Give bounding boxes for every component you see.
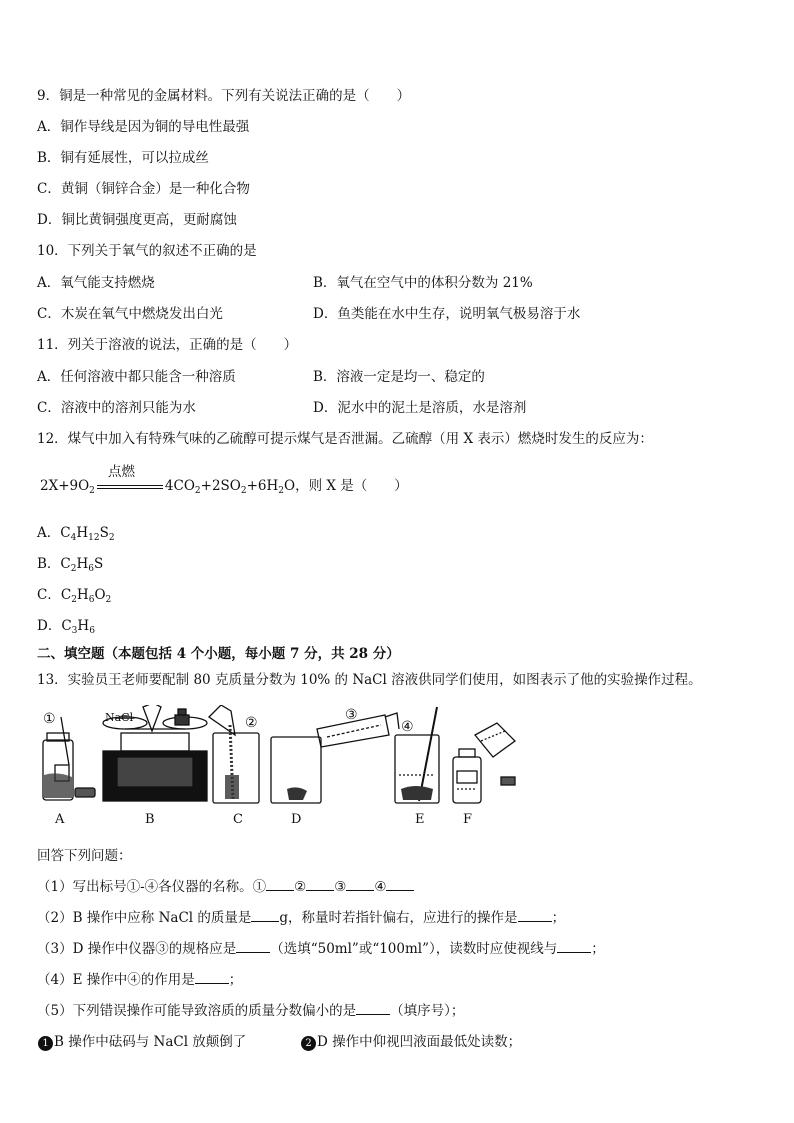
q9-option-d: D．铜比黄铜强度更高，更耐腐蚀 [37, 212, 237, 228]
figure-number-2: ② [245, 715, 258, 731]
q10-option-c: C．木炭在氧气中燃烧发出白光 [37, 306, 223, 322]
q12-stem: 12．煤气中加入有特殊气味的乙硫醇可提示煤气是否泄漏。乙硫醇（用 X 表示）燃烧时发生的反应为： [37, 431, 653, 447]
q11-option-b: B．溶液一定是均一、稳定的 [313, 369, 485, 385]
figure-label-a: A [55, 812, 65, 827]
q12-option-c: C．$C_2H_6O_2$ [37, 587, 112, 605]
answer-blank[interactable] [346, 878, 374, 891]
experiment-figure [35, 705, 525, 835]
answer-blank[interactable] [356, 1002, 390, 1015]
answer-blank[interactable] [386, 878, 414, 891]
section-heading: 二、填空题（本题包括 4 个小题，每小题 7 分，共 28 分） [37, 646, 400, 662]
bottle-f-icon [453, 723, 515, 803]
figure-label-b: B [145, 812, 155, 827]
answer-blank[interactable] [266, 878, 294, 891]
figure-number-3: ③ [345, 707, 358, 723]
eq-tail: ，则 X 是（ ） [295, 478, 408, 494]
q10-option-d: D．鱼类能在水中生存，说明氧气极易溶于水 [313, 306, 581, 322]
figure-label-c: C [233, 812, 243, 827]
figure-label-e: E [415, 812, 425, 827]
q9-option-a: A．铜作导线是因为铜的导电性最强 [37, 119, 250, 135]
q13-part1: （1）写出标号①-④各仪器的名称。① ② ③ ④ [37, 875, 414, 895]
figure-number-1: ① [43, 711, 56, 727]
q11-stem: 11．列关于溶液的说法，正确的是（ ） [37, 337, 298, 353]
q10-stem: 10．下列关于氧气的叙述不正确的是 [37, 243, 257, 259]
answer-blank[interactable] [557, 940, 591, 953]
beaker-d-icon [271, 713, 399, 803]
q11-option-c: C．溶液中的溶剂只能为水 [37, 400, 196, 416]
answer-blank[interactable] [518, 909, 552, 922]
q10-option-b: B．氧气在空气中的体积分数为 21% [313, 275, 533, 291]
q9-option-b: B．铜有延展性，可以拉成丝 [37, 150, 209, 166]
nacl-label: NaCl [105, 711, 134, 724]
answer-blank[interactable] [236, 940, 270, 953]
q11-option-d: D．泥水中的泥土是溶质，水是溶剂 [313, 400, 527, 416]
q13-part5: （5）下列错误操作可能导致溶质的质量分数偏小的是 （填序号）； [37, 1003, 465, 1019]
answer-blank[interactable] [251, 909, 279, 922]
figure-number-4: ④ [401, 719, 414, 735]
eq-condition: 点燃 [108, 464, 135, 480]
eq-arrow [97, 485, 163, 489]
q13-intro: 回答下列问题： [37, 848, 132, 864]
q13-stem: 13．实验员王老师要配制 80 克质量分数为 10% 的 NaCl 溶液供同学们使用，如图表示了他的实验操作过程。 [37, 672, 702, 688]
figure-label-d: D [291, 812, 302, 827]
reagent-bottle-icon [43, 717, 95, 800]
q13-part2: （2）B 操作中应称 NaCl 的质量是 g，称量时若指针偏右，应进行的操作是 ； [37, 910, 566, 926]
answer-blank[interactable] [306, 878, 334, 891]
q10-option-a: A．氧气能支持燃烧 [37, 275, 155, 291]
q12-option-a: A．$C_4H_{12}S_2$ [37, 525, 115, 543]
q13-part3: （3）D 操作中仪器③的规格应是 （选填“50ml”或“100ml”），读数时应使视线与 ； [37, 941, 605, 957]
q9-stem: 9．铜是一种常见的金属材料。下列有关说法正确的是（ ） [37, 88, 411, 104]
q12-option-b: B．$C_2H_6S$ [37, 556, 104, 574]
q12-option-d: D．$C_3H_6$ [37, 618, 95, 636]
q9-option-c: C．黄铜（铜锌合金）是一种化合物 [37, 181, 250, 197]
q11-option-a: A．任何溶液中都只能含一种溶质 [37, 369, 236, 385]
figure-label-f: F [463, 812, 473, 827]
answer-blank[interactable] [195, 971, 229, 984]
q12-equation: 点燃 $2X+9O_2$ $4CO_2+2SO_2+6H_2O$，则 X 是（ ） [40, 466, 440, 506]
q13-option-1: 1 B 操作中砝码与 NaCl 放颠倒了 [37, 1030, 246, 1051]
q13-part4: （4）E 操作中④的作用是 ； [37, 972, 243, 988]
q13-option-2: 2 D 操作中仰视凹液面最低处读数； [300, 1030, 521, 1051]
